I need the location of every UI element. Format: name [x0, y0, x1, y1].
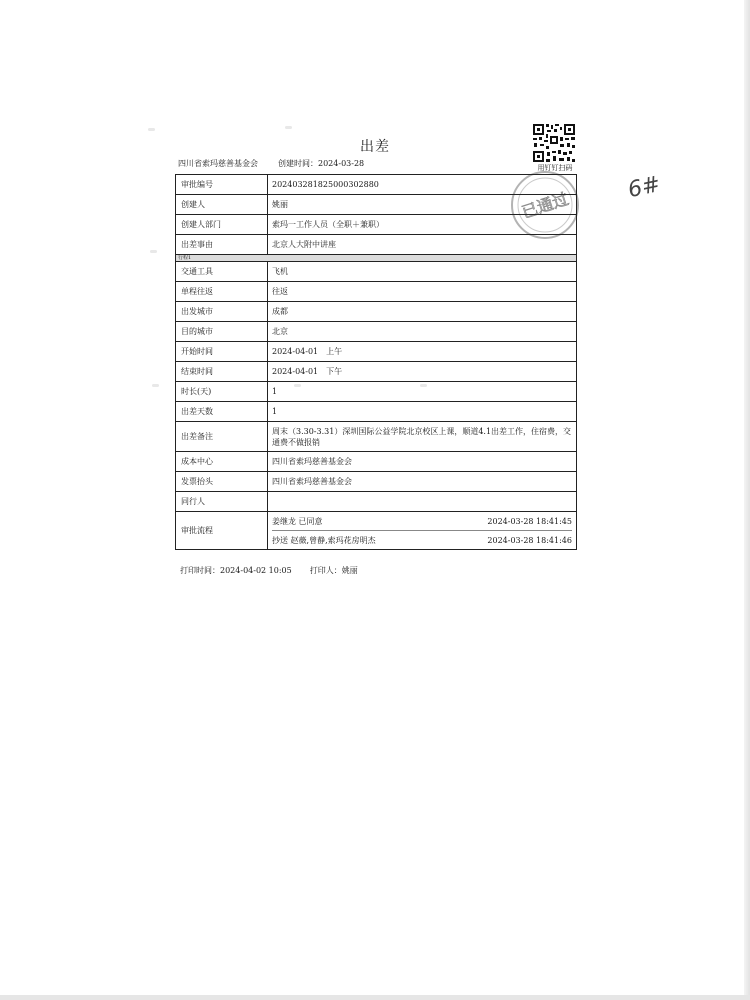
table-row — [176, 472, 577, 492]
table-row — [176, 512, 577, 550]
to-city-value: 北京 — [268, 322, 577, 342]
table-row — [176, 302, 577, 322]
table-row — [176, 382, 577, 402]
scan-speck — [148, 128, 155, 131]
qr-code-icon — [532, 123, 576, 163]
table-row — [176, 262, 577, 282]
table-row — [176, 282, 577, 302]
printer-label: 打印人： — [309, 566, 342, 575]
table-row — [176, 422, 577, 452]
companions-label: 同行人 — [176, 492, 268, 512]
table-row — [176, 342, 577, 362]
table-row — [176, 452, 577, 472]
creator-dept-label: 创建人部门 — [176, 215, 268, 235]
created-label: 创建时间： — [278, 159, 318, 168]
days-label: 出差天数 — [176, 402, 268, 422]
to-city-label: 目的城市 — [176, 322, 268, 342]
approval-flow-cell — [268, 512, 577, 550]
table-row — [176, 175, 577, 195]
approval-flow-text: 抄送 赵薇,曾静,索玛花房明杰 — [272, 535, 376, 545]
approval-flow-text: 姜继龙 已同意 — [272, 516, 323, 526]
end-time-label: 结束时间 — [176, 362, 268, 382]
approval-no-label: 审批编号 — [176, 175, 268, 195]
approval-flow-item — [272, 530, 572, 549]
table-row — [176, 322, 577, 342]
days-value: 1 — [268, 402, 577, 422]
duration-label: 时长(天) — [176, 382, 268, 402]
approval-flow-time: 2024-03-28 18:41:46 — [487, 535, 572, 545]
end-time-value: 2024-04-01 下午 — [268, 362, 577, 382]
approval-flow-label: 审批流程 — [176, 512, 268, 550]
trip-type-label: 单程往返 — [176, 282, 268, 302]
companions-value — [268, 492, 577, 512]
from-city-value: 成都 — [268, 302, 577, 322]
print-time: 2024-04-02 10:05 — [220, 566, 292, 575]
section-label: 行程1 — [176, 255, 577, 262]
document-title: 出差 — [360, 139, 390, 155]
table-row — [176, 492, 577, 512]
creator-label: 创建人 — [176, 195, 268, 215]
approval-flow-item — [272, 512, 572, 530]
org-header — [178, 158, 364, 169]
from-city-label: 出发城市 — [176, 302, 268, 322]
cost-center-label: 成本中心 — [176, 452, 268, 472]
duration-value: 1 — [268, 382, 577, 402]
approval-flow-time: 2024-03-28 18:41:45 — [487, 516, 572, 526]
invoice-title-label: 发票抬头 — [176, 472, 268, 492]
handwritten-mark: 6# — [625, 171, 663, 204]
transport-value: 飞机 — [268, 262, 577, 282]
cost-center-value: 四川省索玛慈善基金会 — [268, 452, 577, 472]
svg-text:已通过: 已通过 — [519, 189, 571, 222]
trip-type-value: 往返 — [268, 282, 577, 302]
printer-name: 姚丽 — [341, 566, 358, 575]
transport-label: 交通工具 — [176, 262, 268, 282]
table-row — [176, 195, 577, 215]
reason-label: 出差事由 — [176, 235, 268, 255]
qr-caption: 用钉钉扫码 — [537, 164, 573, 172]
table-row — [176, 235, 577, 255]
start-time-label: 开始时间 — [176, 342, 268, 362]
reason-value: 北京人大附中讲座 — [268, 235, 577, 255]
section-row — [176, 255, 577, 262]
approval-form-table — [175, 174, 577, 550]
invoice-title-value: 四川省索玛慈善基金会 — [268, 472, 577, 492]
scan-speck — [152, 384, 159, 387]
approval-no-value: 202403281825000302880 — [268, 175, 577, 195]
table-row — [176, 402, 577, 422]
org-name: 四川省索玛慈善基金会 — [178, 159, 258, 168]
creator-value: 姚丽 — [268, 195, 577, 215]
print-time-label: 打印时间： — [180, 566, 220, 575]
table-row — [176, 362, 577, 382]
table-row — [176, 215, 577, 235]
notes-value: 周末（3.30-3.31）深圳国际公益学院北京校区上课，顺道4.1出差工作，住宿费，交通费不做报销 — [268, 422, 577, 452]
created-date: 2024-03-28 — [318, 159, 365, 168]
start-time-value: 2024-04-01 上午 — [268, 342, 577, 362]
scan-speck — [150, 250, 157, 253]
scan-speck — [285, 126, 292, 129]
notes-label: 出差备注 — [176, 422, 268, 452]
print-footer — [180, 565, 358, 576]
scan-edge-bottom — [0, 995, 750, 1000]
creator-dept-value: 索玛一工作人员（全职＋兼职） — [268, 215, 577, 235]
